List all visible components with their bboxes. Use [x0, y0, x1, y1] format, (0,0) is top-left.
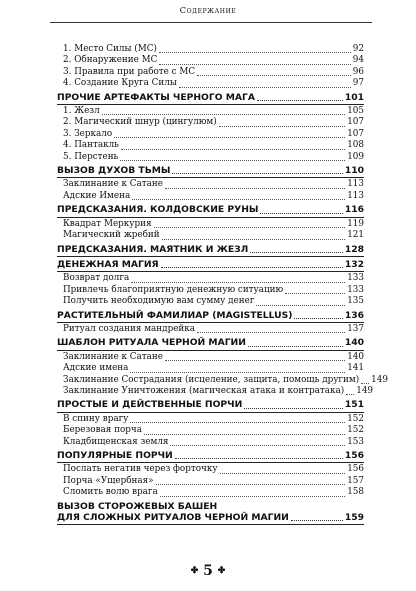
dot-leader: [256, 304, 345, 306]
dot-leader: [250, 251, 343, 253]
toc-entry: [57, 352, 364, 363]
toc-entry-title: 5. Перстень: [63, 151, 119, 162]
dot-leader: [121, 148, 345, 150]
toc-entry: [57, 55, 364, 66]
page-ref: 119: [347, 218, 364, 229]
toc-entry-title: Заклинание Уничтожения (магическая атака и контратака): [63, 385, 345, 396]
toc-entry: [57, 140, 364, 151]
dot-leader: [248, 345, 343, 347]
dot-leader: [156, 483, 346, 485]
toc-section-title: ПОПУЛЯРНЫЕ ПОРЧИ: [57, 450, 173, 461]
page-ref: 140: [344, 337, 364, 349]
toc-entry-title: Заклинание Сострадания (исцеление, защита, помощь другим): [63, 374, 360, 385]
page-number: 5: [203, 563, 213, 579]
toc-section-title: ПРЕДСКАЗАНИЯ. КОЛДОВСКИЕ РУНЫ: [57, 204, 259, 216]
dot-leader: [175, 457, 343, 459]
page-ref: 157: [347, 475, 364, 486]
dot-leader: [244, 407, 343, 409]
page-ref: 151: [344, 399, 364, 411]
toc-section: [57, 259, 364, 272]
dot-leader: [165, 187, 345, 189]
dot-leader: [130, 371, 345, 373]
dot-leader: [161, 266, 343, 268]
toc-section-title: ШАБЛОН РИТУАЛА ЧЕРНОЙ МАГИИ: [57, 337, 246, 349]
page-footer: [0, 563, 416, 579]
toc-section-title: РАСТИТЕЛЬНЫЙ ФАМИЛИАР (MAGISTELLUS): [57, 309, 293, 321]
page-ref: 107: [347, 117, 364, 128]
toc-entry: [57, 273, 364, 284]
toc-section: [57, 450, 364, 463]
dot-leader: [291, 519, 343, 521]
dot-leader: [197, 331, 345, 333]
dot-leader: [220, 472, 346, 474]
toc-entry: [57, 129, 364, 140]
dot-leader: [219, 125, 346, 127]
dot-leader: [172, 172, 342, 174]
toc-entry-title: Березовая порча: [63, 425, 142, 436]
toc-section: [57, 337, 364, 350]
toc-entry: [57, 230, 364, 241]
dot-leader: [154, 226, 346, 228]
toc-section-title: ПРОСТЫЕ И ДЕЙСТВЕННЫЕ ПОРЧИ: [57, 399, 243, 411]
page-ref: 133: [347, 273, 364, 284]
toc-entry: [57, 191, 364, 202]
toc-entry: [57, 296, 364, 307]
toc-section: [57, 399, 364, 412]
page-ref: 128: [344, 243, 364, 255]
table-of-contents: [57, 44, 388, 526]
toc-entry-title: Послать негатив через форточку: [63, 464, 218, 475]
dot-leader: [346, 393, 354, 395]
dot-leader: [260, 212, 342, 214]
toc-entry-title: Возврат долга: [63, 273, 130, 284]
toc-section-title: ДЕНЕЖНАЯ МАГИЯ: [57, 258, 159, 270]
toc-entry: [57, 437, 364, 448]
toc-entry-title: 2. Магический шнур (цингулюм): [63, 117, 217, 128]
page-ref: 92: [352, 44, 364, 54]
toc-entry: [57, 476, 364, 487]
dot-leader: [170, 444, 345, 446]
page-ref: 152: [347, 413, 364, 424]
toc-section: [57, 165, 364, 178]
toc-section-title: ДЛЯ СЛОЖНЫХ РИТУАЛОВ ЧЕРНОЙ МАГИИ: [57, 512, 289, 524]
dot-leader: [130, 421, 345, 423]
toc-entry-title: Квадрат Меркурия: [63, 218, 152, 229]
toc-entry-title: Заклинание к Сатане: [63, 179, 163, 190]
toc-entry-title: 3. Зеркало: [63, 128, 113, 139]
page-ref: 97: [352, 78, 364, 89]
toc-entry-title: Заклинание к Сатане: [63, 351, 163, 362]
toc-entry-title: 2. Обнаружение МС: [63, 55, 158, 66]
page-ref: 159: [344, 512, 364, 524]
toc-entry: [57, 425, 364, 436]
toc-entry: [57, 324, 364, 335]
page-ref: 109: [347, 151, 364, 162]
page-ref: 110: [344, 165, 364, 177]
toc-section-title: ВЫЗОВ ДУХОВ ТЬМЫ: [57, 165, 171, 177]
toc-entry: [57, 179, 364, 190]
toc-entry: [57, 374, 388, 386]
header-divider: [50, 22, 372, 23]
page-ref: 152: [347, 425, 364, 436]
dot-leader: [144, 433, 345, 435]
toc-entry-title: Адские Имена: [63, 190, 131, 201]
toc-entry: [57, 285, 364, 296]
dot-leader: [285, 292, 345, 294]
page-ref: 116: [344, 204, 364, 216]
dot-leader: [102, 113, 346, 115]
toc-entry: [57, 219, 364, 230]
page-ref: 141: [347, 363, 364, 374]
toc-entry-title: Кладбищенская земля: [63, 436, 169, 447]
toc-section: [57, 92, 364, 105]
page-ref: 101: [344, 91, 364, 103]
toc-section-title: ПРЕДСКАЗАНИЯ. МАЯТНИК И ЖЕЗЛ: [57, 243, 249, 255]
toc-entry: [57, 44, 364, 55]
page-ref: 107: [347, 128, 364, 139]
page-ref: 96: [352, 66, 364, 77]
toc-entry-title: 4. Пантакль: [63, 140, 119, 151]
toc-entry-title: Ритуал создания мандрейка: [63, 323, 196, 334]
page-ref: 135: [347, 296, 364, 307]
toc-entry-title: В спину врагу: [63, 413, 129, 424]
toc-entry: [57, 106, 364, 117]
toc-entry: [57, 152, 364, 163]
toc-section-title-line: ВЫЗОВ СТОРОЖЕВЫХ БАШЕН: [57, 500, 218, 512]
page-ref: 108: [347, 140, 364, 151]
page-ref: 113: [347, 190, 364, 201]
toc-section-title: ПРОЧИЕ АРТЕФАКТЫ ЧЕРНОГО МАГА: [57, 91, 255, 103]
toc-section: [57, 501, 364, 526]
page-ref: 94: [352, 55, 364, 66]
toc-entry-title: 1. Место Силы (МС): [63, 44, 157, 54]
toc-entry-title: 3. Правила при работе с МС: [63, 66, 196, 77]
toc-entry-title: Адские имена: [63, 363, 129, 374]
page-ref: 113: [347, 179, 364, 190]
page-ref: 132: [344, 258, 364, 270]
toc-entry-title: Магический жребий: [63, 230, 160, 241]
dot-leader: [159, 63, 350, 65]
dot-leader: [159, 51, 351, 53]
dot-leader: [132, 198, 345, 200]
dot-leader: [120, 159, 345, 161]
page-ref: 158: [347, 487, 364, 498]
page-ref: 140: [347, 351, 364, 362]
toc-entry: [57, 78, 364, 89]
dot-leader: [114, 136, 345, 138]
toc-entry-title: 1. Жезл: [63, 106, 100, 117]
page-ref: 136: [344, 309, 364, 321]
toc-entry: [57, 414, 364, 425]
toc-entry: [57, 363, 364, 374]
dot-leader: [165, 359, 345, 361]
toc-entry: [57, 117, 364, 128]
toc-entry-title: Привлечь благоприятную денежную ситуацию: [63, 284, 284, 295]
toc-entry: [57, 385, 374, 397]
page-ref: 153: [347, 436, 364, 447]
dot-leader: [257, 99, 343, 101]
toc-section: [57, 204, 364, 217]
dot-leader: [162, 238, 346, 240]
ornament-right-icon: ✤: [217, 566, 226, 576]
toc-entry-title: Получить необходимую вам сумму денег: [63, 296, 255, 307]
toc-section: [57, 244, 364, 257]
page-ref: 137: [347, 323, 364, 334]
ornament-left-icon: ✤: [190, 566, 199, 576]
page-ref: 105: [347, 106, 364, 117]
dot-leader: [294, 317, 342, 319]
toc-entry: [57, 464, 364, 475]
page-ref: 121: [347, 230, 364, 241]
page-ref: 133: [347, 284, 364, 295]
dot-leader: [197, 74, 351, 76]
toc-entry: [57, 487, 364, 498]
page-ref: 156: [347, 464, 364, 475]
toc-entry-title: Сломить волю врага: [63, 487, 158, 498]
page-header: Содержание: [179, 6, 237, 16]
dot-leader: [179, 86, 351, 88]
dot-leader: [160, 495, 345, 497]
page-ref: 149: [356, 385, 374, 396]
page-ref: 149: [371, 374, 388, 385]
toc-entry: [57, 67, 364, 78]
page-ref: 156: [344, 450, 364, 461]
toc-section: [57, 310, 364, 323]
toc-entry-title: Порча «Ущербная»: [63, 475, 154, 486]
dot-leader: [131, 281, 345, 283]
toc-entry-title: 4. Создание Круга Силы: [63, 78, 177, 89]
dot-leader: [361, 382, 369, 384]
